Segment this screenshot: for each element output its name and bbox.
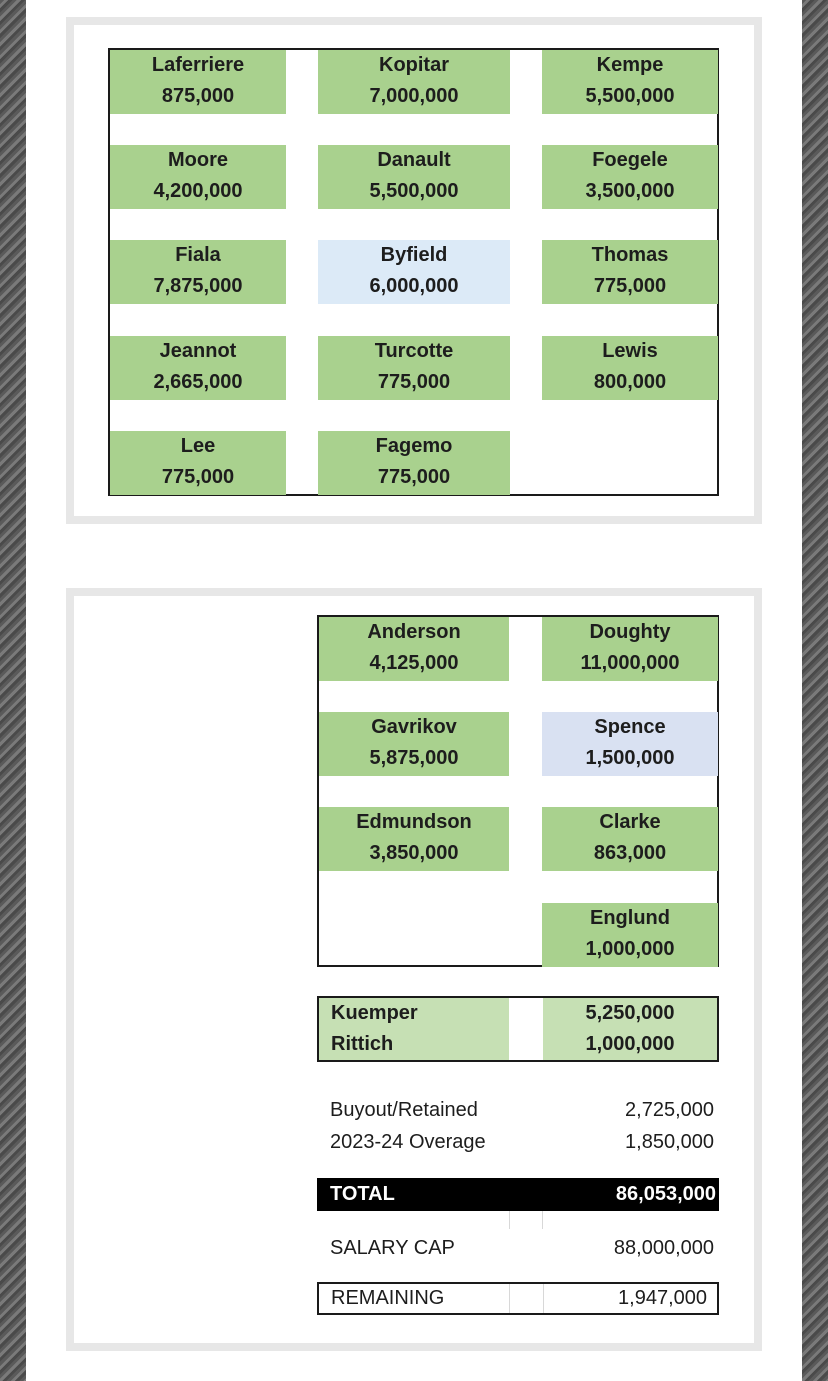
player-name: Thomas xyxy=(591,244,669,266)
player-salary: 4,125,000 xyxy=(369,652,459,674)
player-salary: 2,665,000 xyxy=(153,371,243,393)
player-name: Danault xyxy=(377,149,451,171)
player-salary: 775,000 xyxy=(377,466,451,488)
salary-cap-label: SALARY CAP xyxy=(330,1237,455,1259)
defense-card xyxy=(319,712,509,776)
cell-divider xyxy=(509,1211,510,1229)
player-name: Kopitar xyxy=(379,54,449,76)
goalie-row xyxy=(319,998,717,1029)
player-name: Spence xyxy=(594,716,666,738)
remaining-row xyxy=(317,1282,719,1315)
player-name: Anderson xyxy=(367,621,461,643)
player-salary: 800,000 xyxy=(593,371,667,393)
player-name: Byfield xyxy=(380,244,448,266)
forward-card xyxy=(542,336,718,400)
forward-card xyxy=(542,240,718,304)
player-salary: 7,000,000 xyxy=(369,85,459,107)
goalie-salary: 5,250,000 xyxy=(543,998,717,1029)
player-name: Fiala xyxy=(175,244,221,266)
cell-divider xyxy=(509,1284,510,1313)
defense-card xyxy=(319,807,509,871)
player-name: Fagemo xyxy=(375,435,453,457)
adjustment-row xyxy=(330,1126,716,1158)
forward-card xyxy=(542,145,718,209)
defense-card xyxy=(319,617,509,681)
player-name: Edmundson xyxy=(356,811,472,833)
adjustment-label: 2023-24 Overage xyxy=(330,1131,486,1153)
player-name: Laferriere xyxy=(151,54,245,76)
salary-cap-value: 88,000,000 xyxy=(613,1237,714,1259)
player-name: Doughty xyxy=(589,621,671,643)
forward-card xyxy=(318,336,510,400)
goalie-name: Rittich xyxy=(319,1029,509,1060)
adjustment-row xyxy=(330,1094,716,1126)
player-salary: 1,000,000 xyxy=(585,938,675,960)
forward-card xyxy=(318,145,510,209)
player-name: Lewis xyxy=(602,340,658,362)
player-name: Clarke xyxy=(599,811,661,833)
player-salary: 775,000 xyxy=(161,466,235,488)
player-name: Lee xyxy=(180,435,216,457)
total-row xyxy=(317,1178,719,1211)
player-salary: 11,000,000 xyxy=(580,652,680,674)
forward-card xyxy=(318,431,510,495)
player-name: Turcotte xyxy=(374,340,454,362)
player-salary: 863,000 xyxy=(593,842,667,864)
forward-card xyxy=(110,240,286,304)
player-name: Gavrikov xyxy=(371,716,457,738)
player-salary: 7,875,000 xyxy=(153,275,243,297)
player-salary: 5,500,000 xyxy=(369,180,459,202)
goalie-salary: 1,000,000 xyxy=(543,1029,717,1060)
defense-card xyxy=(542,903,718,967)
forward-card xyxy=(110,431,286,495)
forward-card xyxy=(542,50,718,114)
salary-cap-row xyxy=(330,1232,716,1264)
player-salary: 875,000 xyxy=(161,85,235,107)
player-salary: 5,500,000 xyxy=(585,85,675,107)
player-salary: 3,500,000 xyxy=(585,180,675,202)
defense-card xyxy=(542,712,718,776)
total-value: 86,053,000 xyxy=(615,1183,716,1205)
total-label: TOTAL xyxy=(330,1183,395,1205)
player-salary: 6,000,000 xyxy=(369,275,459,297)
forward-card xyxy=(110,50,286,114)
remaining-label: REMAINING xyxy=(331,1287,445,1309)
goalies-box xyxy=(317,996,719,1062)
player-name: Englund xyxy=(590,907,670,929)
remaining-value: 1,947,000 xyxy=(618,1287,707,1309)
player-salary: 775,000 xyxy=(593,275,667,297)
player-salary: 1,500,000 xyxy=(585,747,675,769)
player-name: Jeannot xyxy=(159,340,237,362)
forward-card xyxy=(318,240,510,304)
player-salary: 5,875,000 xyxy=(369,747,459,769)
forward-card xyxy=(110,145,286,209)
player-name: Foegele xyxy=(592,149,668,171)
defense-grid xyxy=(317,615,719,967)
player-name: Moore xyxy=(168,149,228,171)
forward-card xyxy=(318,50,510,114)
cell-divider xyxy=(543,1284,544,1313)
goalie-name: Kuemper xyxy=(319,998,509,1029)
goalie-row xyxy=(319,1029,717,1060)
adjustment-value: 1,850,000 xyxy=(625,1131,714,1153)
adjustment-label: Buyout/Retained xyxy=(330,1099,478,1121)
player-salary: 775,000 xyxy=(377,371,451,393)
defense-card xyxy=(542,807,718,871)
player-name: Kempe xyxy=(596,54,664,76)
left-border-decoration xyxy=(0,0,26,1381)
player-salary: 4,200,000 xyxy=(153,180,243,202)
cell-divider xyxy=(542,1211,543,1229)
forwards-grid xyxy=(108,48,719,496)
adjustment-value: 2,725,000 xyxy=(625,1099,714,1121)
defense-card xyxy=(542,617,718,681)
player-salary: 3,850,000 xyxy=(369,842,459,864)
right-border-decoration xyxy=(802,0,828,1381)
forward-card xyxy=(110,336,286,400)
